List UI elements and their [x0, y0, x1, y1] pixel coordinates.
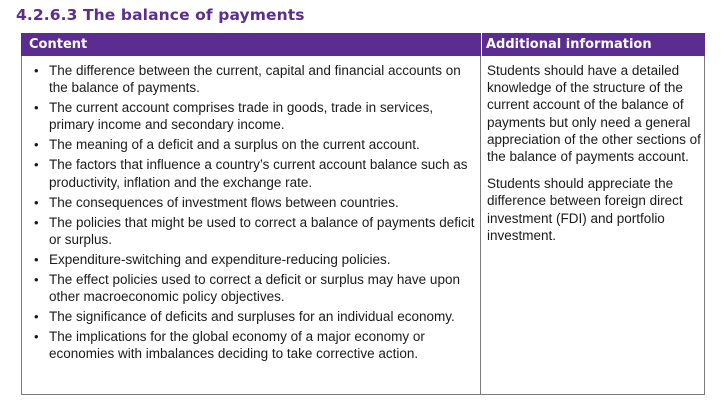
list-item-text: The meaning of a deficit and a surplus on the current account.	[49, 137, 420, 153]
content-column	[22, 62, 478, 365]
bullet-icon: •	[34, 251, 39, 267]
bullet-icon: •	[34, 329, 39, 345]
list-item	[22, 214, 478, 248]
additional-info-paragraph: Students should have a detailed knowledge of the structure of the current account of the balance of payments but only need a general appreciation of the other sections of the balance of payments account.	[487, 63, 701, 165]
additional-info-paragraph: Students should appreciate the difference between foreign direct investment (FDI) and portfolio investment.	[487, 176, 683, 243]
table-header-row	[21, 33, 705, 56]
section-title: 4.2.6.3 The balance of payments	[16, 6, 305, 24]
bullet-icon: •	[34, 137, 39, 153]
list-item-text: The implications for the global economy of a major economy or economies with imbalances deciding to take corrective action.	[49, 329, 425, 362]
list-item-text: Expenditure-switching and expenditure-reducing policies.	[49, 251, 391, 267]
content-bullet-list	[22, 62, 478, 362]
list-item	[22, 251, 478, 268]
list-item-text: The policies that might be used to correct a balance of payments deficit or surplus.	[49, 214, 475, 247]
bullet-icon: •	[34, 100, 39, 116]
list-item-text: The factors that influence a country’s current account balance such as productivity, inflation and the exchange rate.	[49, 157, 468, 190]
list-item-text: The difference between the current, capital and financial accounts on the balance of payments.	[49, 63, 461, 96]
list-item-text: The current account comprises trade in goods, trade in services, primary income and secondary income.	[49, 100, 434, 133]
list-item	[22, 328, 478, 362]
bullet-icon: •	[34, 157, 39, 173]
additional-info-column	[487, 62, 703, 254]
bullet-icon: •	[34, 309, 39, 325]
content-column-header: Content	[29, 37, 88, 52]
list-item-text: The significance of deficits and surpluses for an individual economy.	[49, 309, 455, 325]
bullet-icon: •	[34, 271, 39, 287]
list-item-text: The effect policies used to correct a deficit or surplus may have upon other macroeconomic policy objectives.	[49, 271, 460, 305]
additional-info-column-header: Additional information	[481, 33, 705, 56]
bullet-icon: •	[34, 214, 39, 230]
bullet-icon: •	[34, 63, 39, 78]
list-item	[22, 99, 478, 133]
list-item	[22, 136, 478, 153]
spec-table	[21, 33, 705, 395]
list-item	[22, 156, 478, 190]
list-item-text: The consequences of investment flows between countries.	[49, 194, 399, 210]
list-item	[22, 194, 478, 211]
column-divider	[480, 56, 481, 394]
list-item	[22, 271, 478, 305]
list-item	[22, 62, 478, 96]
list-item	[22, 308, 478, 325]
bullet-icon: •	[34, 194, 39, 210]
